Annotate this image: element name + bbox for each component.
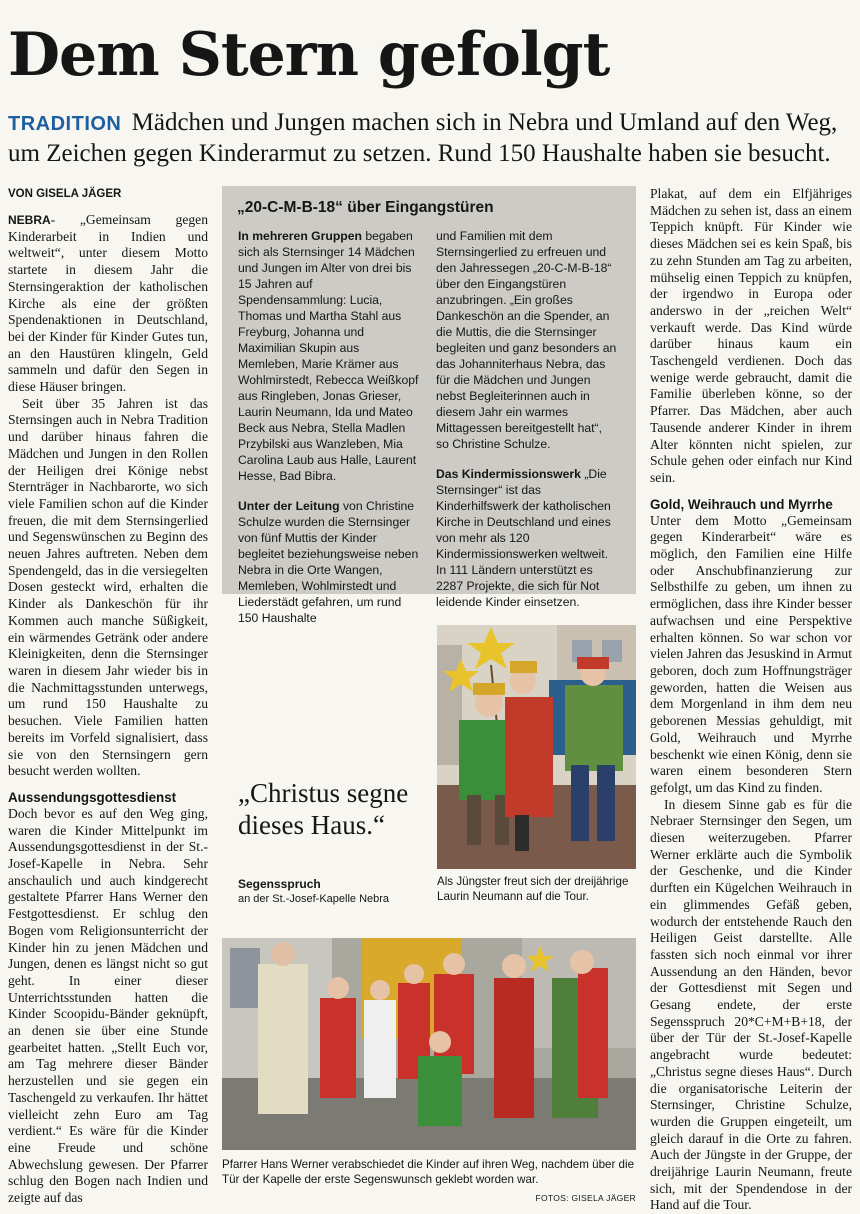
paragraph-1-text: - „Gemeinsam gegen Kinderarbeit in Indien und weltweit“, unter diesem Motto startete in diesem Jahr die Sternsingeraktion der katholischen Kirche als eine der größten Spendenaktionen in Deutschland, bei der Kinder für Kinder Gutes tun, an den Haustüren klingeln, Geld sammeln und dafür den Segen in diese Häuser bringen.: [8, 212, 208, 395]
infobox-column-right: [436, 228, 618, 610]
infobox: [222, 186, 636, 625]
article-column-1: [8, 187, 208, 1207]
section-tag: TRADITION: [8, 113, 122, 135]
photo-pfarrer: [222, 938, 636, 1150]
infobox-lead-2: Unter der Leitung: [238, 499, 340, 513]
pull-quote-source-title: Segensspruch: [238, 877, 321, 891]
photo-pfarrer-image: [222, 938, 636, 1150]
headline: Dem Stern gefolgt: [8, 20, 610, 90]
caption-photo-laurin: Als Jüngster freut sich der dreijährige Laurin Neumann auf die Tour.: [437, 875, 629, 903]
paragraph-1: [8, 212, 208, 396]
deck: [8, 108, 852, 169]
infobox-text-1: begaben sich als Sternsinger 14 Mädchen und Jungen im Alter von drei bis 15 Jahren auf Spendensammlung: Lucia, Thomas und Martha Stahl aus Freyburg, Johanna und Maximilian Skupin aus Memleben, Marie Krämer aus Wohlmirstedt, Rebecca Weißkopf aus Ringleben, Jonas Grieser, Laurin Neumann, Ida und Mateo Beck aus Nebra, Stella Madlen Przybilski aus Wanzleben, Mia Carolina Laub aus Halle, Laurent Hesse, Bad Bibra.: [238, 229, 419, 483]
infobox-paragraph-2: [238, 498, 420, 626]
caption-photo-pfarrer-text: Pfarrer Hans Werner verabschiedet die Kinder auf ihren Weg, nachdem über die Tür der Kapelle der erste Segenswunsch geklebt worden war.: [222, 1158, 635, 1186]
paragraph-2: Seit über 35 Jahren ist das Sternsingen auch in Nebra Tradition und darüber hinaus fahren die Mädchen und Jungen in den Rollen der Heiligen drei Könige nebst Sternträger in Nachbarorte, wo sich viele Familien schon auf die Kinder freuen, die mit dem Sternsingerlied und Segenswünschen zu Beginn des neuen Jahres auftreten. Neben dem Spendengeld, das in die versiegelten Dosen gesteckt wird, erhalten die Kinder als Dankeschön für ihr Kommen auch manche Süßigkeit, ein wärmendes Getränk oder andere Kleinigkeiten, denn die Sternsinger waren in diesem Jahr wieder bis in die Nachmittagsstunden unterwegs, um rund 150 Haushalte zu besuchen. Viele Familien hatten bereits im Vorfeld signalisiert, dass sie von den Sternsingern gern besucht werden wollten.: [8, 395, 208, 779]
infobox-text-2: von Christine Schulze wurden die Sternsinger von fünf Muttis der Kinder begleitet beziehungsweise neben Nebra in die Orte Wangen, Memleben, Wohlmirstedt und Liederstädt gefahren, um rund 150 Haushalte: [238, 499, 419, 625]
infobox-paragraph-1: [238, 228, 420, 484]
deck-text: Mädchen und Jungen machen sich in Nebra und Umland auf den Weg, um Zeichen gegen Kinderarmut zu setzen. Rund 150 Haushalte haben sie besucht.: [8, 109, 838, 167]
photo-credit: FOTOS: GISELA JÄGER: [535, 1193, 636, 1203]
pull-quote: „Christus segne dieses Haus.“: [238, 778, 409, 840]
pull-quote-source-place: an der St.-Josef-Kapelle Nebra: [238, 893, 390, 905]
pull-quote-source: [238, 877, 428, 906]
infobox-paragraph-4: [436, 466, 618, 610]
infobox-lead-1: In mehreren Gruppen: [238, 229, 362, 243]
paragraph-4: Plakat, auf dem ein Elfjähriges Mädchen zu sehen ist, dass an einem Teppich knüpft. Für Kinder wie dieses Mädchen sei es kein Spaß, bis zu zehn Stunden am Tag zu arbeiten, mühselig einen Teppich zu knüpfen, der irgendwo in Europa oder anderswo in der „reichen Welt“ verkauft werde. Das Kind würde darüber hinaus kaum ein Taschengeld verdienen. Doch das wenige werde gebraucht, damit die Familie überleben könne, so der Pfarrer. Das Mädchen, aber auch Tausende anderer Kinder in ihrem Alter könnten nicht spielen, zur Schule gehen oder einfach nur Kind sein.: [650, 186, 852, 485]
photo-laurin: [437, 625, 636, 869]
infobox-column-left: [238, 228, 420, 626]
article-column-4: [650, 186, 852, 1214]
infobox-text-4: „Die Sternsinger“ ist das Kinderhilfswerk der katholischen Kirche in Deutschland und eines von mehr als 120 Kindermissionswerken weltweit. In 111 Ländern unterstützt es 2287 Projekte, die sich für Not leidende Kinder einsetzen.: [436, 467, 611, 609]
paragraph-5: Unter dem Motto „Gemeinsam gegen Kinderarbeit“ wäre es möglich, den Familien eine Hilfe oder Anschubfinanzierung zur Selbsthilfe zu geben, um ihnen zu ermöglichen, dass ihre Kinder besser aufwachsen und eine Perspektive erhalten können. So war schon vor vielen Jahren das Jesuskind in Armut geboren, doch zum Hoffnungsträger geworden, hatten die Weisen aus dem Morgenland in ihm dem neu geborenen Messias gehuldigt, mit Gold, Weihrauch und Myrrhe beschenkt wie einen König, denn sie waren einem besonderen Stern gefolgt, um das Kind zu finden.: [650, 512, 852, 795]
subheading-gold: Gold, Weihrauch und Myrrhe: [650, 496, 833, 512]
photo-laurin-image: [437, 625, 636, 869]
paragraph-6: In diesem Sinne gab es für die Nebraer Sternsinger den Segen, um diesen weiterzugeben. Pfarrer Werner erklärte auch die Symbolik der Geschenke, und die Kinder durften ein Kügelchen Weihrauch in ein glimmendes Gefäß geben, wodurch der entstehende Rauch den Heiligen Geist darstellte. Alle fassten sich noch einmal vor ihrer Aussendung an den Händen, bevor der Gottesdienst mit Segen und Gesang endete, der erste Segensspruch 20*C+M+B+18, der über der Tür der St.-Josef-Kapelle angebracht wurde bedeutet: „Christus segne dieses Haus“. Durch die organisatorische Leiterin der Sternsinger, Christine Schulze, wurden die Gruppen eingeteilt, um gleich darauf in die Orte zu fahren. Auch der Jüngste in der Gruppe, der dreijährige Laurin Neumann, freute sich, mit der Spendendose in der Hand auf die Tour.: [650, 796, 852, 1213]
infobox-lead-4: Das Kindermissionswerk: [436, 467, 581, 481]
subheading-aussendung: Aussendungsgottesdienst: [8, 789, 177, 805]
dateline: NEBRA: [8, 213, 51, 227]
infobox-paragraph-3: und Familien mit dem Sternsingerlied zu erfreuen und den Jahressegen „20-C-M-B-18“ über den Eingangstüren anzubringen. „Ein großes Dankeschön an die Spender, an die Muttis, die die Sternsinger begleiten und ganz besonders an das Johanniterhaus Nebra, das für die Mädchen und Jungen nebst Begleiterinnen auch in diesem Jahr ein warmes Mittagessen bereitgestellt hat“, so Christine Schulze.: [436, 229, 617, 451]
caption-photo-pfarrer: [222, 1157, 636, 1206]
infobox-title: „20-C-M-B-18“ über Eingangstüren: [237, 199, 494, 216]
byline: VON GISELA JÄGER: [8, 188, 122, 200]
paragraph-3: Doch bevor es auf den Weg ging, waren die Kinder Mittelpunkt im Aussendungsgottesdienst in der St.-Josef-Kapelle in Nebra. Sehr anschaulich und auch kindgerecht gestaltete Pfarrer Hans Werner den Festgottesdienst. Er schlug den Bogen vom Religionsunterricht der Kinder hin zu jenen Mädchen und Jungen, denen es längst nicht so gut geht. In einer dieser Unterrichtsstunden hatten die Kinder Scoopidu-Bänder geknüpft, an denen sie über eine Stunde gearbeitet hatten. „Stellt Euch vor, am Tag mehrere dieser Bänder herzustellen und sie gegen ein Taschengeld zu verkaufen. Ihr hättet vielleicht zehn Euro am Tag verdient.“ Es wäre für die Kinder eine Freude und schöne Abwechslung gewesen. Der Pfarrer schlug den Bogen nach Indien und zeigte auf das: [8, 805, 208, 1206]
